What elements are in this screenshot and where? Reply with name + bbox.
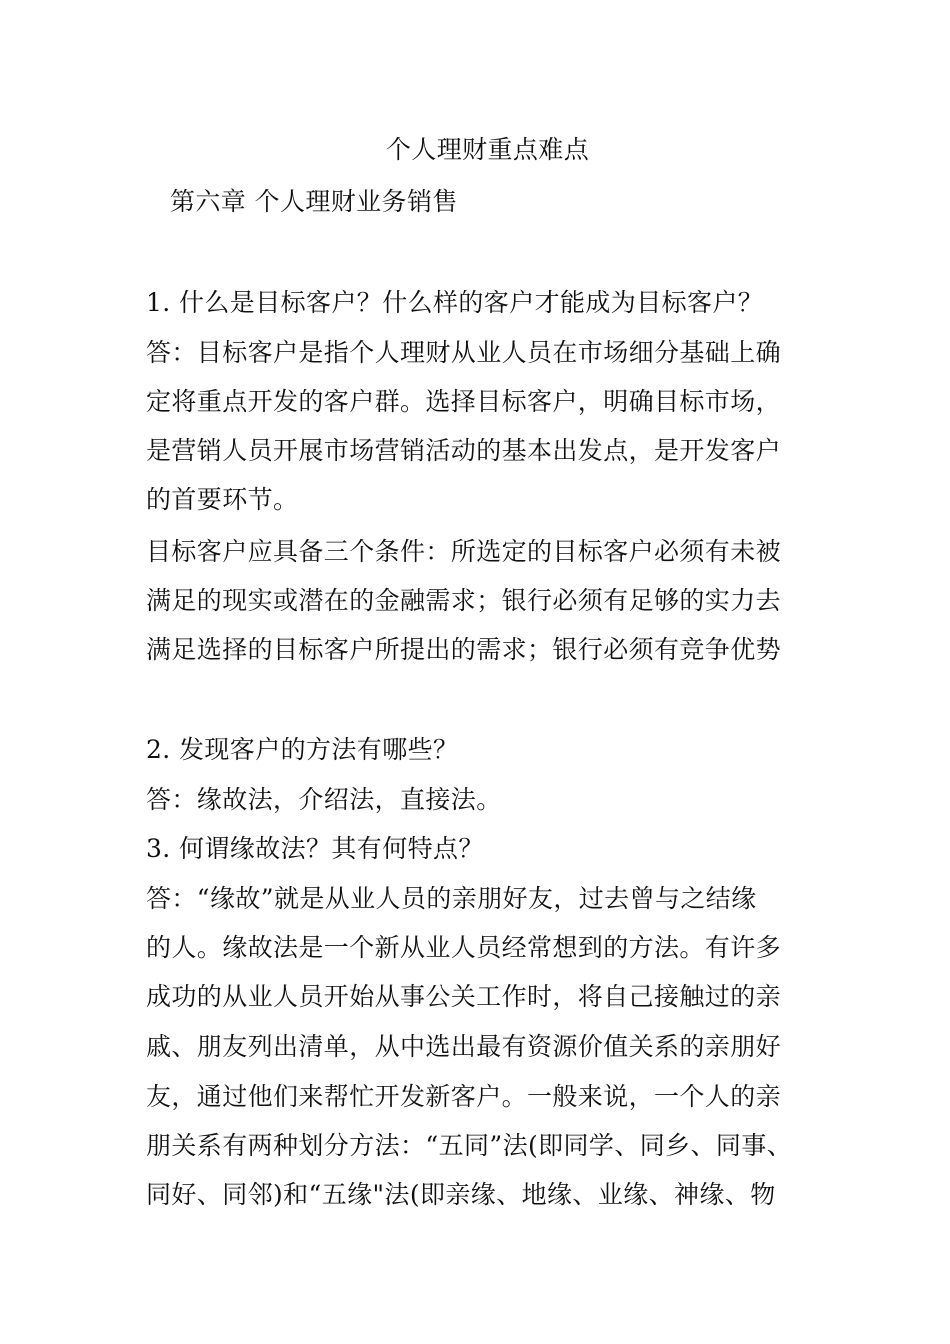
answer-1-line: 的首要环节。	[146, 485, 299, 514]
document-title: 个人理财重点难点	[385, 135, 590, 164]
answer-3-line: 友，通过他们来帮忙开发新客户。一般来说，一个人的亲	[146, 1082, 782, 1111]
question-1: 1. 什么是目标客户？什么样的客户才能成为目标客户？	[146, 288, 764, 317]
answer-1-line: 满足选择的目标客户所提出的需求；银行必须有竞争优势	[146, 635, 782, 664]
answer-3-line: 戚、朋友列出清单，从中选出最有资源价值关系的亲朋好	[146, 1032, 782, 1061]
answer-3-line: 成功的从业人员开始从事公关工作时，将自己接触过的亲	[146, 982, 782, 1011]
answer-1-line: 是营销人员开展市场营销活动的基本出发点，是开发客户	[146, 436, 782, 465]
answer-2: 答：缘故法，介绍法，直接法。	[146, 785, 502, 814]
answer-1-line: 目标客户应具备三个条件：所选定的目标客户必须有未被	[146, 537, 782, 566]
question-2: 2. 发现客户的方法有哪些？	[146, 735, 459, 764]
answer-3-line: 朋关系有两种划分方法：“五同”法(即同学、同乡、同事、	[146, 1131, 793, 1160]
answer-1-line: 满足的现实或潜在的金融需求；银行必须有足够的实力去	[146, 586, 782, 615]
chapter-heading: 第六章 个人理财业务销售	[170, 187, 458, 216]
answer-3-line: 同好、同邻)和“五缘"法(即亲缘、地缘、业缘、神缘、物	[146, 1180, 776, 1209]
answer-1-line: 定将重点开发的客户群。选择目标客户，明确目标市场，	[146, 387, 782, 416]
answer-3-line: 答：“缘故”就是从业人员的亲朋好友，过去曾与之结缘	[146, 884, 757, 913]
answer-3-line: 的人。缘故法是一个新从业人员经常想到的方法。有许多	[146, 933, 782, 962]
question-3: 3. 何谓缘故法？其有何特点？	[146, 834, 484, 863]
answer-1-line: 答：目标客户是指个人理财从业人员在市场细分基础上确	[146, 338, 782, 367]
